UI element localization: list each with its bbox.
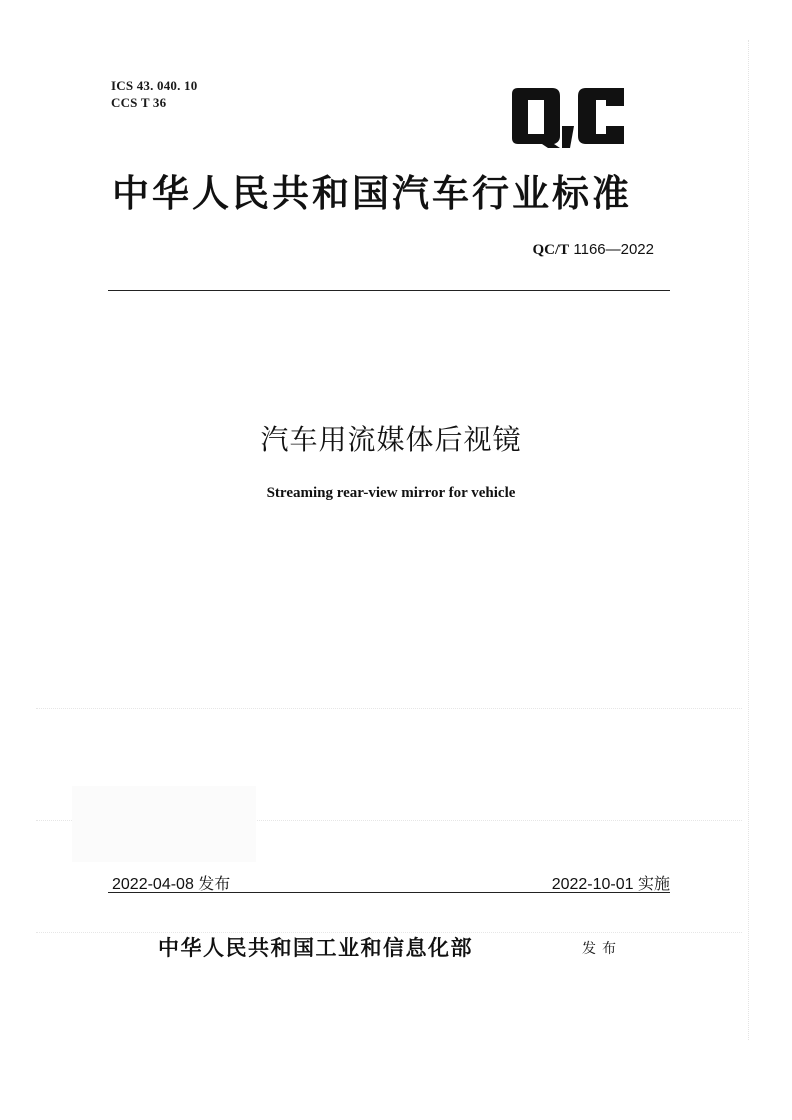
qc-logo-graphic [508, 88, 628, 150]
standard-number-prefix: QC/T [532, 242, 570, 258]
qc-logo [508, 88, 628, 150]
implementation-date: 2022-10-01 实施 [551, 876, 670, 893]
logo-separator-mark [562, 126, 574, 148]
scan-artifact-patch [72, 786, 256, 862]
logo-q-shape [512, 88, 560, 148]
header-divider [108, 290, 670, 291]
document-title-chinese: 汽车用流媒体后视镜 [260, 423, 522, 456]
ics-code: ICS 43. 040. 10 [111, 78, 198, 93]
issuing-authority: 中华人民共和国工业和信息化部 [158, 935, 473, 960]
standard-number [470, 241, 654, 259]
footer-divider [108, 892, 670, 893]
standard-number-value: 1166—2022 [569, 241, 654, 258]
release-date: 2022-04-08 发布 [112, 876, 231, 893]
logo-c-shape [578, 88, 624, 144]
issuer-suffix: 发布 [582, 941, 622, 957]
scan-artifact-line [36, 708, 742, 709]
ccs-code: CCS T 36 [111, 95, 167, 110]
document-title-english: Streaming rear-view mirror for vehicle [266, 485, 516, 501]
scan-artifact-edge [748, 40, 749, 1040]
main-title: 中华人民共和国汽车行业标准 [112, 171, 632, 215]
